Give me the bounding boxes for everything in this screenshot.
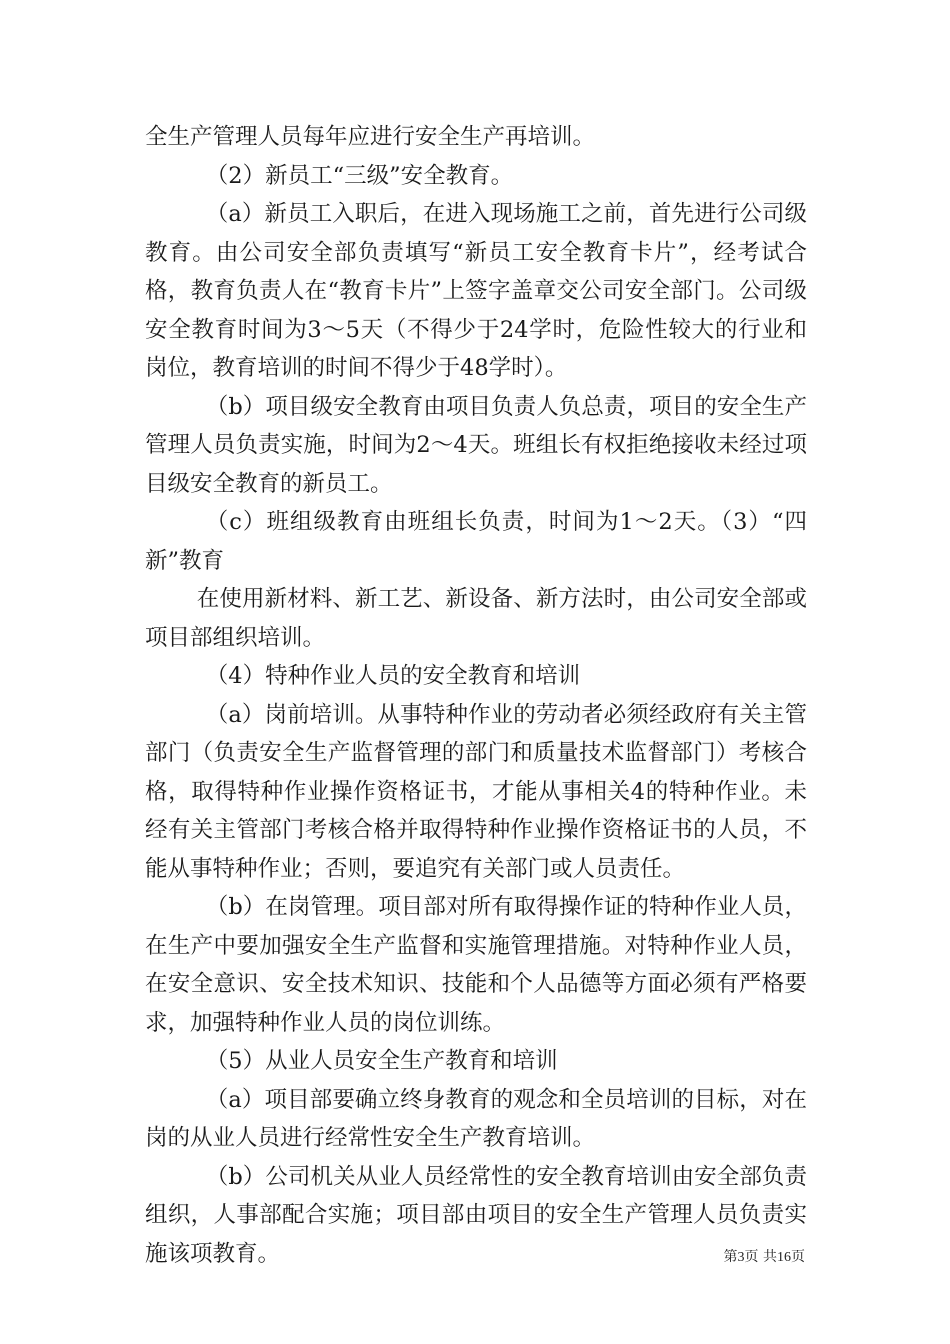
paragraph-team-level: （c）班组级教育由班组长负责，时间为1～2天。（3）“四新”教育 <box>145 509 807 574</box>
paragraph-company-level: （a）新员工入职后，在进入现场施工之前，首先进行公司级教育。由公司安全部负责填写“新员工安全教育卡片”，经考试合格，教育负责人在“教育卡片”上签字盖章交公司安全部门。公司级安全教育时间为3～5天（不得少于24学时，危险性较大的行业和岗位，教育培训的时间不得少于48学时）。 <box>145 201 807 381</box>
paragraph-pre-job-training: （a）岗前培训。从事特种作业的劳动者必须经政府有关主管部门（负责安全生产监督管理的部门和质量技术监督部门）考核合格，取得特种作业操作资格证书，才能从事相关4的特种作业。未经有关主管部门考核合格并取得特种作业操作资格证书的人员，不能从事特种作业；否则，要追究有关部门或人员责任。 <box>145 701 807 882</box>
page-suffix: 页 <box>791 1249 805 1265</box>
heading-special-operations: （4）特种作业人员的安全教育和培训 <box>205 663 581 689</box>
page-number <box>724 1246 805 1266</box>
page-middle: 页 共 <box>744 1249 777 1265</box>
paragraph-office-staff-training: （b）公司机关从业人员经常性的安全教育培训由安全部负责组织，人事部配合实施；项目部由项目的安全生产管理人员负责实施该项教育。 <box>145 1163 807 1267</box>
heading-new-employee-education: （2）新员工“三级”安全教育。 <box>205 162 514 189</box>
total-pages-number: 16 <box>777 1250 791 1265</box>
current-page-number: 3 <box>737 1250 745 1265</box>
page-prefix: 第 <box>723 1249 738 1265</box>
paragraph-continuation: 全生产管理人员每年应进行安全生产再培训。 <box>145 124 596 150</box>
paragraph-on-job-management: （b）在岗管理。项目部对所有取得操作证的特种作业人员，在生产中要加强安全生产监督和实施管理措施。对特种作业人员，在安全意识、安全技术知识、技能和个人品德等方面必须有严格要求，加强特种作业人员的岗位训练。 <box>145 894 807 1036</box>
paragraph-project-level: （b）项目级安全教育由项目负责人负总责，项目的安全生产管理人员负责实施，时间为2～4天。班组长有权拒绝接收未经过项目级安全教育的新员工。 <box>145 393 807 497</box>
heading-employee-training: （5）从业人员安全生产教育和培训 <box>205 1048 558 1074</box>
paragraph-lifelong-education: （a）项目部要确立终身教育的观念和全员培训的目标，对在岗的从业人员进行经常性安全生产教育培训。 <box>145 1086 807 1151</box>
document-body <box>145 118 807 1273</box>
paragraph-four-new-training: 在使用新材料、新工艺、新设备、新方法时，由公司安全部或项目部组织培训。 <box>145 586 807 651</box>
